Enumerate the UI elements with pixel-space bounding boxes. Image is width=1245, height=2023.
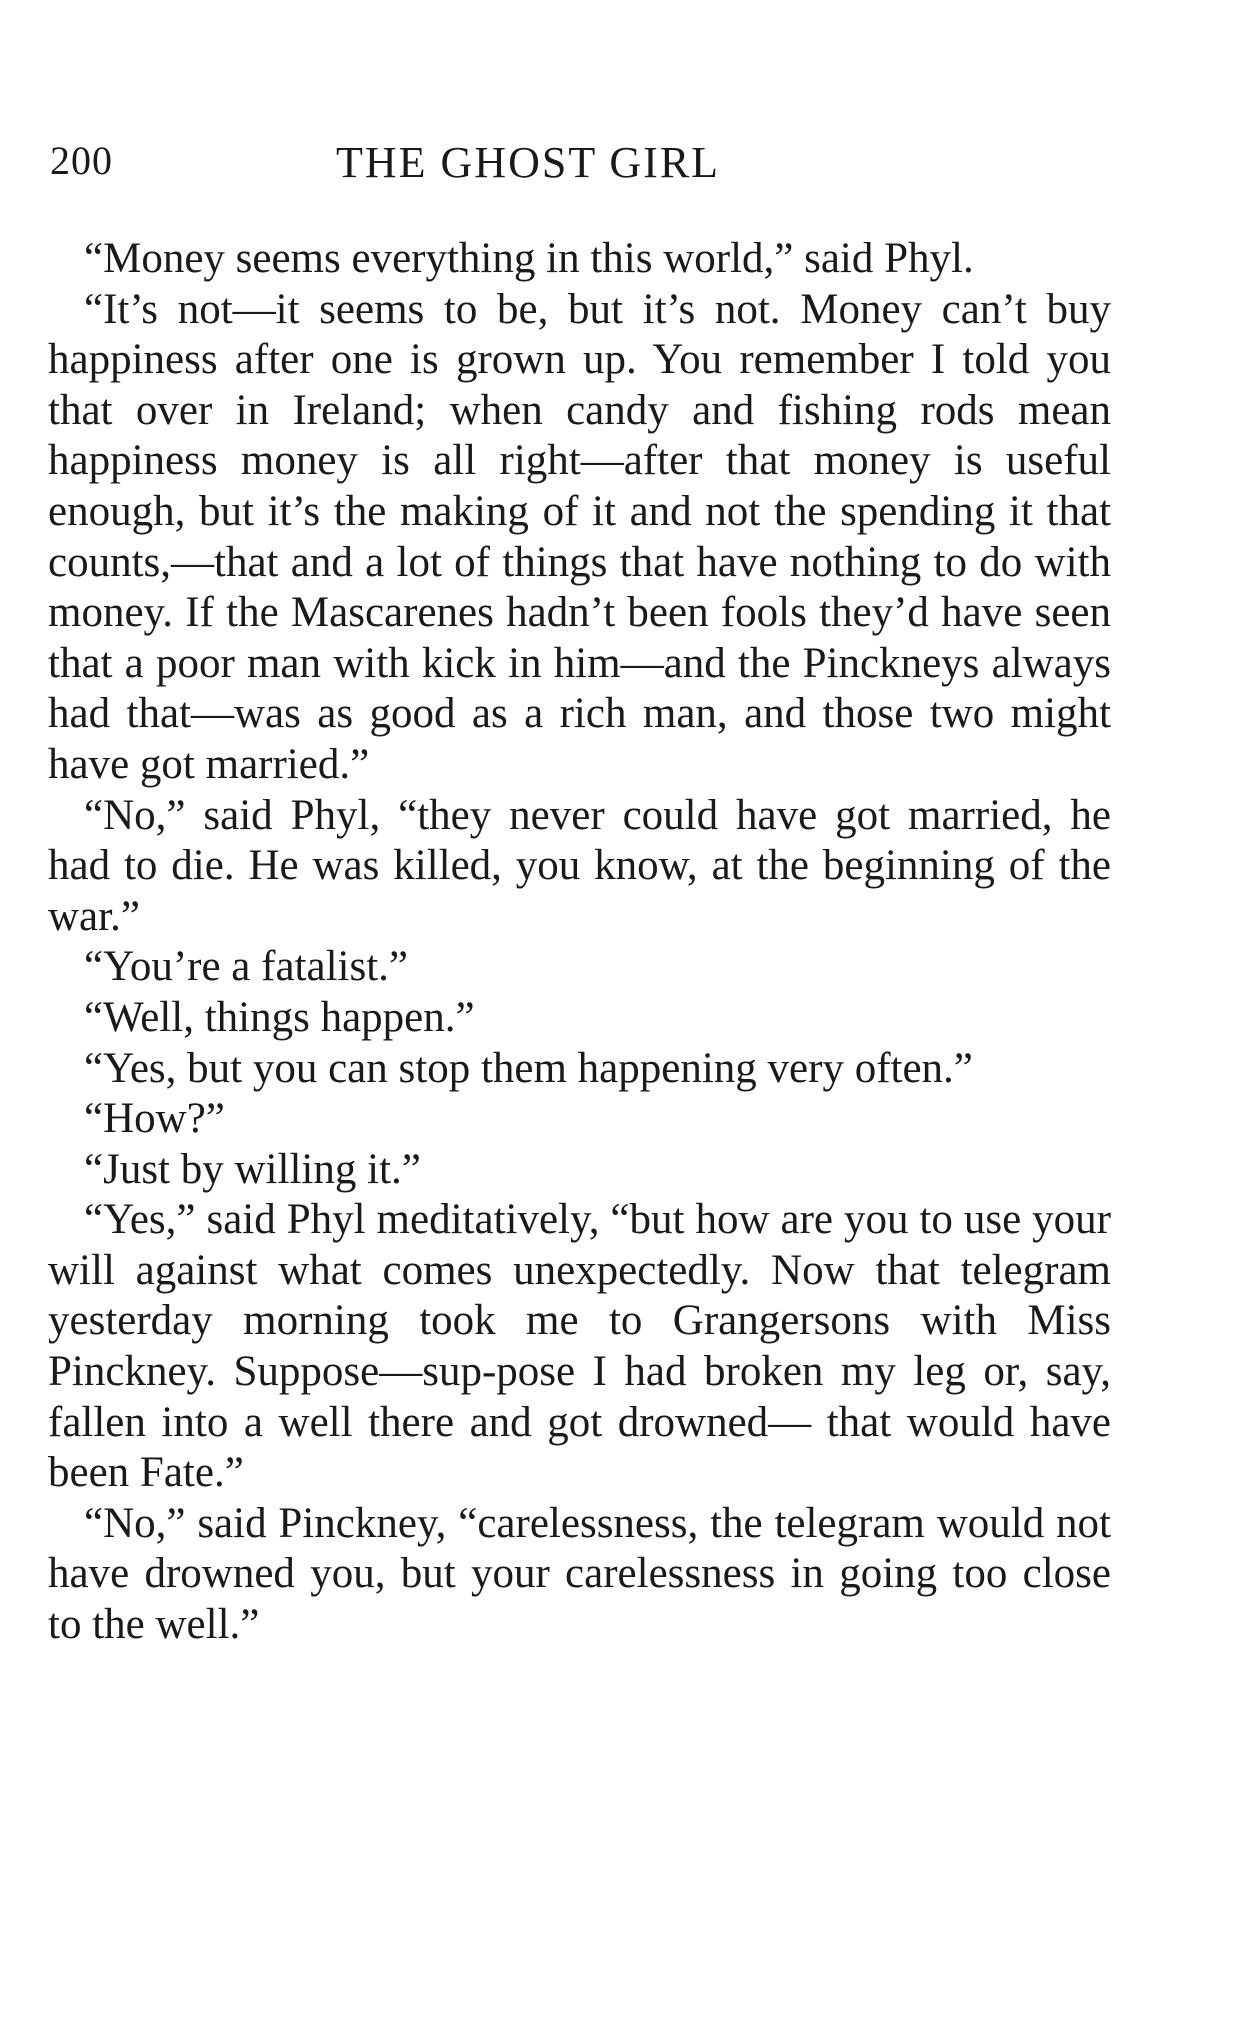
paragraph: “Money seems everything in this world,” said Phyl. <box>84 235 974 282</box>
paragraph: “Well, things happen.” <box>84 993 475 1041</box>
paragraph: “No,” said Pinckney, “carelessness, the telegram would not have drowned you, but your carelessness in going too close to the well.” <box>48 1499 1111 1649</box>
body-text <box>48 234 1111 1651</box>
paragraph: “It’s not—it seems to be, but it’s not. Money can’t buy happiness after one is grown up. You remember I told you that over in Ireland; when candy and fishing rods mean happiness money is all right—after that money is useful enough, but it’s the making of it and not the spending it that counts,—that and a lot of things that have nothing to do with money. If the Mascarenes hadn’t been fools they’d have seen that a poor man with kick in him—and the Pinckneys always had that—was as good as a rich man, and those two might have got married.” <box>48 285 1111 788</box>
running-title: THE GHOST GIRL <box>336 138 721 187</box>
paragraph: “Yes,” said Phyl meditatively, “but how are you to use your will against what comes unexpectedly. Now that telegram yesterday morning took me to Grangersons with Miss Pinckney. Suppose—sup-pose I had broken my leg or, say, fallen into a well there and got drowned— that would have been Fate.” <box>48 1196 1111 1497</box>
paragraph: “Just by willing it.” <box>84 1145 421 1193</box>
paragraph: “Yes, but you can stop them happening very often.” <box>84 1044 973 1092</box>
running-head <box>50 137 1110 197</box>
paragraph: “You’re a fatalist.” <box>84 943 408 991</box>
page-number: 200 <box>50 138 113 183</box>
paragraph: “How?” <box>84 1095 225 1143</box>
paragraph: “No,” said Phyl, “they never could have got married, he had to die. He was killed, you know, at the beginning of the war.” <box>48 791 1111 940</box>
